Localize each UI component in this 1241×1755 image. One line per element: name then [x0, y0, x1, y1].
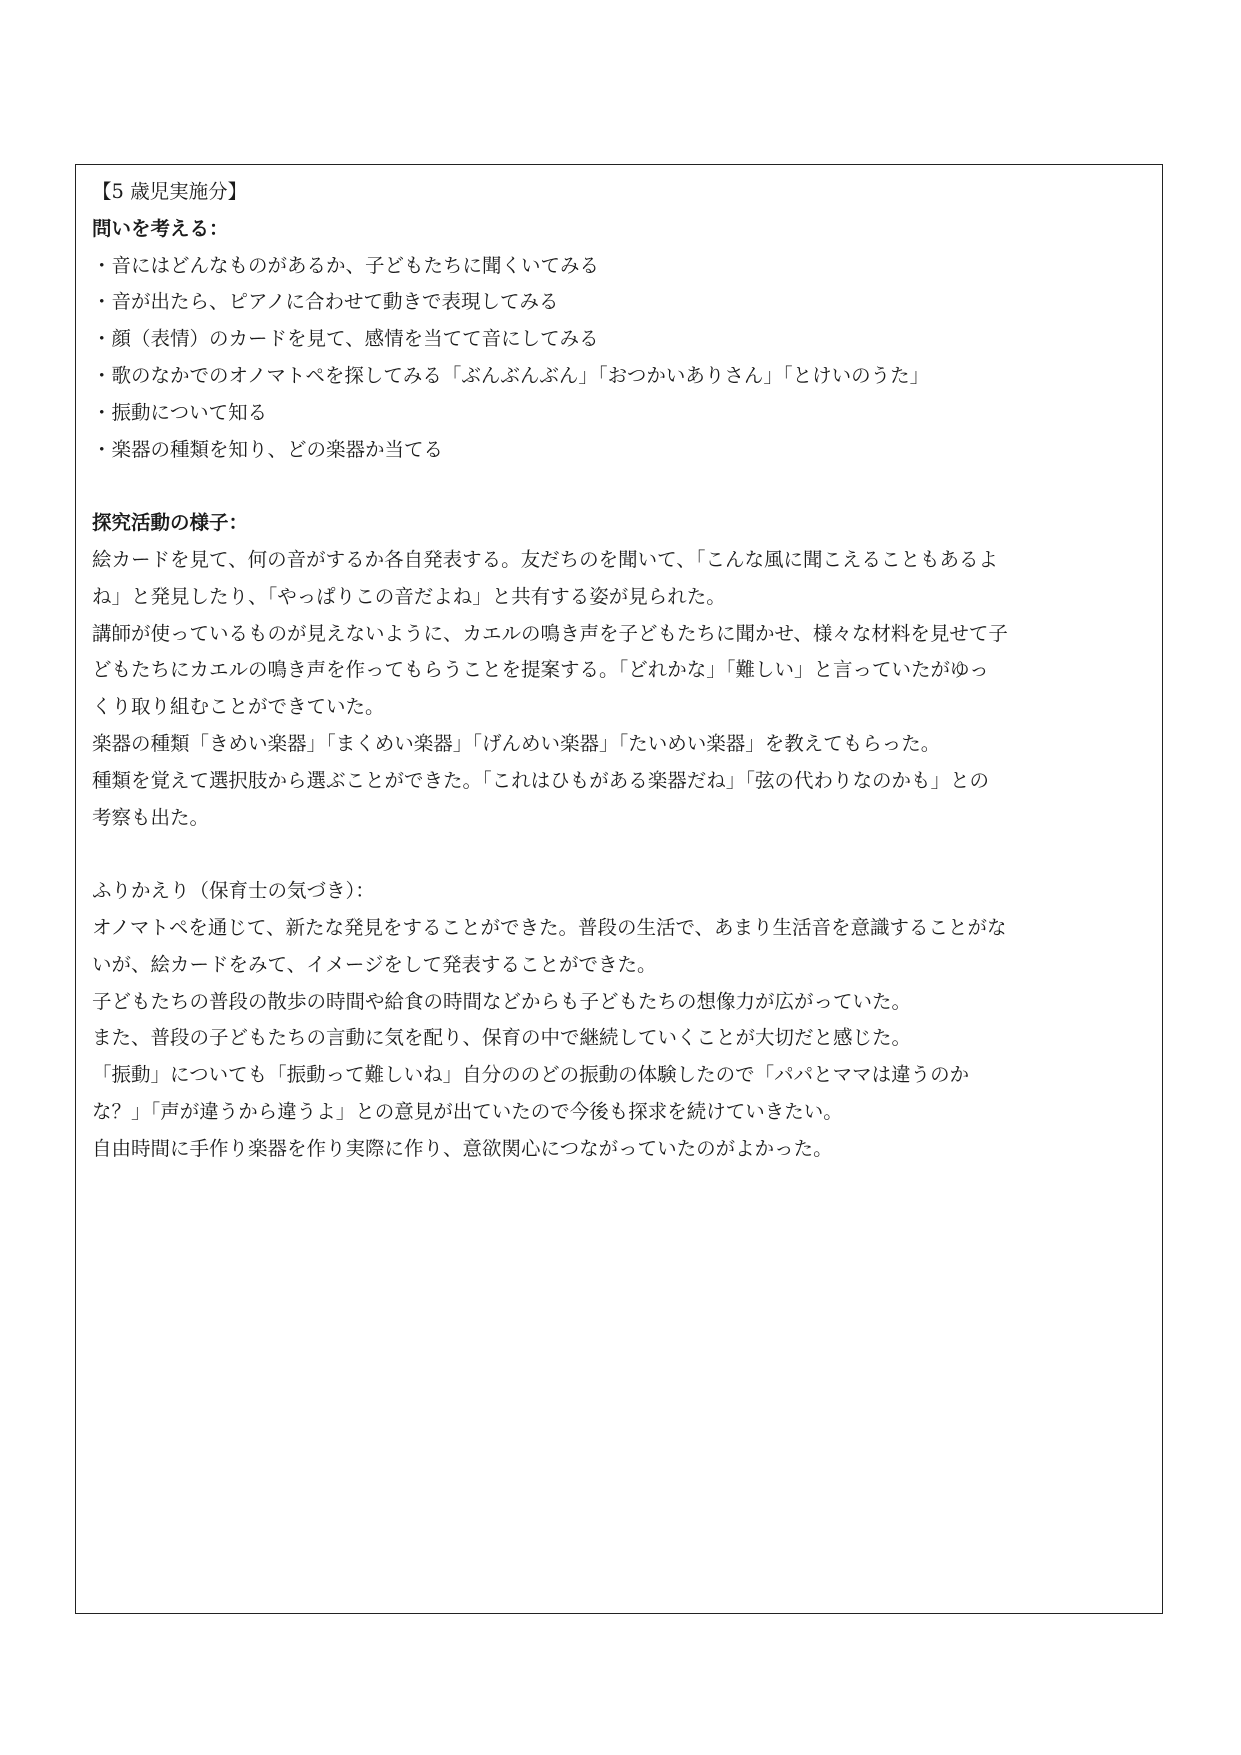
question-item: ・歌のなかでのオノマトペを探してみる「ぶんぶんぶん」「おつかいありさん」「とけいのうた」 [92, 363, 930, 387]
activity-text-line: 種類を覚えて選択肢から選ぶことができた。「これはひもがある楽器だね」「弦の代わりなのかも」との [92, 768, 990, 792]
activity-text-line: 講師が使っているものが見えないように、カエルの鳴き声を子どもたちに聞かせ、様々な材料を見せて子 [92, 621, 1008, 645]
reflection-text-line: 自由時間に手作り楽器を作り実際に作り、意欲関心につながっていたのがよかった。 [92, 1136, 833, 1160]
activity-text-line: 楽器の種類「きめい楽器」「まくめい楽器」「げんめい楽器」「たいめい楽器」を教えてもらった。 [92, 731, 941, 755]
question-item: ・音にはどんなものがあるか、子どもたちに聞くいてみる [92, 253, 600, 277]
blank-line [92, 468, 1152, 505]
section-header: 【5 歳児実施分】 [92, 180, 248, 203]
activity-heading: 探究活動の様子： [92, 511, 249, 535]
reflection-text-line: 「振動」についても「振動って難しいね」自分ののどの振動の体験したので「パパとママは違うのか [92, 1063, 970, 1087]
question-item: ・顔（表情）のカードを見て、感情を当てて音にしてみる [92, 327, 599, 351]
activity-text-line: 考察も出た。 [92, 805, 210, 829]
activity-text-line: ね」と発見したり、「やっぱりこの音だよね」と共有する姿が見られた。 [92, 584, 726, 608]
reflection-text-line: な？」「声が違うから違うよ」との意見が出ていたので今後も探求を続けていきたい。 [92, 1099, 843, 1123]
question-item: ・振動について知る [92, 400, 268, 424]
reflection-text-line: いが、絵カードをみて、イメージをして発表することができた。 [92, 952, 657, 976]
activity-text-line: 絵カードを見て、何の音がするか各自発表する。友だちのを聞いて、「こんな風に聞こえることもあるよ [92, 547, 998, 571]
document-content [92, 174, 1152, 1168]
reflection-text-line: 子どもたちの普段の散歩の時間や給食の時間などからも子どもたちの想像力が広がっていた。 [92, 989, 912, 1013]
question-item: ・楽器の種類を知り、どの楽器か当てる [92, 437, 444, 461]
reflection-text-line: オノマトペを通じて、新たな発見をすることができた。普段の生活で、あまり生活音を意識することがな [92, 915, 1007, 939]
reflection-text-line: また、普段の子どもたちの言動に気を配り、保育の中で継続していくことが大切だと感じた。 [92, 1026, 912, 1050]
reflection-heading: ふりかえり（保育士の気づき）： [92, 879, 375, 903]
activity-text-line: どもたちにカエルの鳴き声を作ってもらうことを提案する。「どれかな」「難しい」と言っていたがゆっ [92, 658, 989, 682]
question-item: ・音が出たら、ピアノに合わせて動きで表現してみる [92, 290, 559, 314]
questions-heading: 問いを考える： [92, 216, 229, 240]
blank-line [92, 836, 1152, 873]
activity-text-line: くり取り組むことができていた。 [92, 695, 385, 719]
